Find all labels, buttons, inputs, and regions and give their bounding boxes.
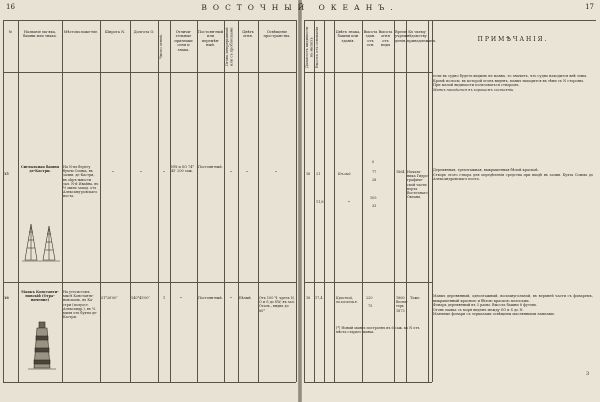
row-divider (3, 282, 296, 283)
note-line: При малой видимости пользоваться створомъ. (433, 83, 520, 87)
entry-16-height-level: 17,4 (315, 296, 323, 300)
entry-16-name: Маякъ Константи-новскій (Отра-ничение) (21, 290, 59, 303)
col-latitude: Широта N. (104, 30, 126, 34)
bullet: • (230, 170, 232, 174)
table-top-rule (3, 20, 296, 21)
row-divider (304, 282, 432, 283)
bullet: • (348, 200, 350, 204)
running-title: ВОСТОЧНЫЙ ОКЕАНЪ. (201, 3, 399, 12)
column-rule (130, 20, 131, 382)
entry-16-height-base-b: 75 (368, 304, 373, 308)
col-fog: Огонь непрерывный или съ проблесками (225, 27, 234, 67)
col-location: Мѣстоположе-ніе. (63, 30, 99, 34)
lighthouse-illustration (28, 320, 56, 372)
column-rule (224, 20, 225, 382)
table-bottom-rule (304, 382, 432, 383)
col-color: Цвѣтъ огня. (242, 30, 254, 39)
entry-16-constant: Постоян-ный. (198, 296, 223, 300)
col-name: Названіе ма-яка, башни или знака. (23, 30, 57, 39)
signal-tower-illustration (22, 220, 60, 266)
entry-16-apparatus: Отъ 100 Ч. чрезъ N, О и S до SW; въ зал. Оталь., видна до 80° (259, 296, 295, 313)
entry-16-height-base: 220 (366, 296, 373, 300)
column-rule (3, 20, 4, 382)
col-light-char: Отличи-тельные признаки огня и знака. (174, 30, 193, 52)
col-apparatus: Освѣщеніе пространства. (263, 30, 291, 39)
entry-15-number: 15 (4, 172, 9, 176)
note-line: Маякъ деревянный, одноэтажный, восьмиугольной, въ верхней части съ фонаремъ, выкрашенный красною и бѣлою краскою полосами. (433, 294, 593, 303)
entry-15-tower-color: Бѣлый (338, 172, 351, 176)
column-rule (324, 20, 325, 382)
entry-15-visibility: 16 (306, 172, 311, 176)
col-keeper: Къ чьему вѣдомству принадлежитъ. (407, 30, 437, 43)
entry-15-height-base-low: 105 (370, 196, 377, 200)
left-page (0, 0, 298, 402)
entry-15-notes (433, 168, 593, 182)
col-height-sea: Высота огня отъ воды (378, 30, 393, 48)
col-tower-color: Цвѣтъ знака, башни или зданія. (335, 30, 361, 43)
column-rule (304, 20, 305, 382)
bullet: • (140, 170, 142, 174)
col-visibility: Дальность видимости въ миляхъ (305, 26, 314, 68)
entry-15-light-char: NW и SO 74° 45′ 200 саж. (171, 165, 195, 174)
entry-16-keeper: Тоже. (410, 296, 421, 300)
entry-15-year: 1864 (396, 170, 405, 174)
col-notes: ПРИМѢЧАНІЯ. (477, 36, 549, 43)
entry-16-color: Бѣлый (239, 296, 251, 300)
right-page-number: 17 (585, 3, 594, 11)
entry-16-latitude: 51°26′00″ (101, 296, 118, 300)
column-rule (18, 20, 19, 382)
bullet: • (246, 170, 248, 174)
bullet: • (230, 296, 232, 300)
entry-15-height-base-low-b: 33 (372, 204, 377, 208)
bottom-mark: 3 (586, 371, 590, 377)
column-rule (334, 20, 335, 382)
column-rule (62, 20, 63, 382)
entry-15-keeper: Началь-ника Гидро-графиче-ской части порта Восточнаго Океана. (407, 170, 429, 200)
col-year: Время учреж-денія. (395, 30, 409, 43)
entry-15-name: Сигнальная башня де-Кастри. (20, 165, 60, 174)
entry-16-lights-count: 1 (163, 296, 166, 300)
note-line: Огонь маяка съ моря виденъ между SO и S до N. (433, 307, 524, 312)
entry-15-height-level-2: 11,8 (316, 200, 324, 204)
entry-15-constant: Постоян-ный. (198, 165, 223, 169)
note-italic: Маякъ находится въ хорошемъ состояніи. (433, 87, 515, 92)
notes-bottom (433, 294, 593, 317)
entry-15-height-base-top: 0 (372, 160, 375, 164)
table-bottom-rule (3, 382, 296, 383)
bullet: • (180, 296, 182, 300)
column-rule (197, 20, 198, 382)
column-rule (238, 20, 239, 382)
col-longitude: Долгота O. (133, 30, 155, 34)
entry-15-height-base-mid-b: 28 (372, 178, 377, 182)
column-rule (158, 20, 159, 382)
column-rule (296, 20, 297, 382)
entry-16-location: На утесистомъ мысѣ Константи-новскомъ, въ Ка-стри (полуост. Александр.), въ ¼ миля отъ бухты де-Кастри. (63, 290, 98, 320)
entry-16-longitude: 140°45′00″ (131, 296, 150, 300)
header-bottom-rule (3, 72, 296, 73)
table-top-rule (304, 20, 596, 21)
note-line: Кромѣ полосы, въ которой огонь виденъ, маякъ находится въ тѣни съ N стороны. (433, 78, 584, 83)
entry-16-footnote: (*) Новый маякъ построенъ въ 6 саж. къ N отъ мѣста стараго маяка. (336, 326, 420, 335)
bullet: • (112, 170, 114, 174)
entry-16-visibility: 16 (306, 296, 311, 300)
bullet: • (275, 170, 277, 174)
col-lights-count: Число огней. (159, 34, 163, 60)
note-line: Деревянная, трехэтажная, выкрашенная бѣлой краской. (433, 168, 539, 172)
column-rule (170, 20, 171, 382)
column-rule (258, 20, 259, 382)
entry-15-height-level: 21 (316, 172, 321, 176)
note-line: если въ судно будетъ видимъ не маякъ, то значитъ, что судно находится внѣ зоны. (433, 74, 588, 78)
entry-15-height-base-mid: 77 (372, 170, 377, 174)
notes-top (433, 74, 593, 92)
column-rule (100, 20, 101, 382)
entry-16-year: 1860 Весна-терь 1873 (396, 296, 408, 313)
note-line: Маячные фонари съ зеркалами освѣщены маслянными лампами. (433, 312, 555, 316)
entry-16-tower-color: Красный, полосатыя. (336, 296, 358, 305)
note-line: Створъ этого створа для опредѣленія средства при входѣ въ залив. Бухта Сомма до Александровскаго поста. (433, 172, 593, 181)
col-height-base: Высота здан. отъ осн. (363, 30, 378, 48)
entry-16-number: 16 (4, 296, 9, 300)
note-line: Фонарь деревянный въ 3 рамы. Высота башни 8 футовъ. (433, 303, 538, 307)
column-rule (314, 20, 315, 382)
left-page-number: 16 (6, 3, 15, 11)
entry-15-location: На N-въ берегу бухты Сомма, въ залив. де-Кастри, въ оkръ-жности зал. N-й Ивайна, въ ½ мили запад. отъ Александ-ровскаго поста. (63, 165, 99, 199)
col-height-level: Высота отъ основанія (315, 26, 319, 68)
bullet: • (163, 170, 165, 174)
col-num: № (8, 30, 13, 34)
col-constant: Постоян-ный или перемѣн-ный. (198, 30, 223, 48)
